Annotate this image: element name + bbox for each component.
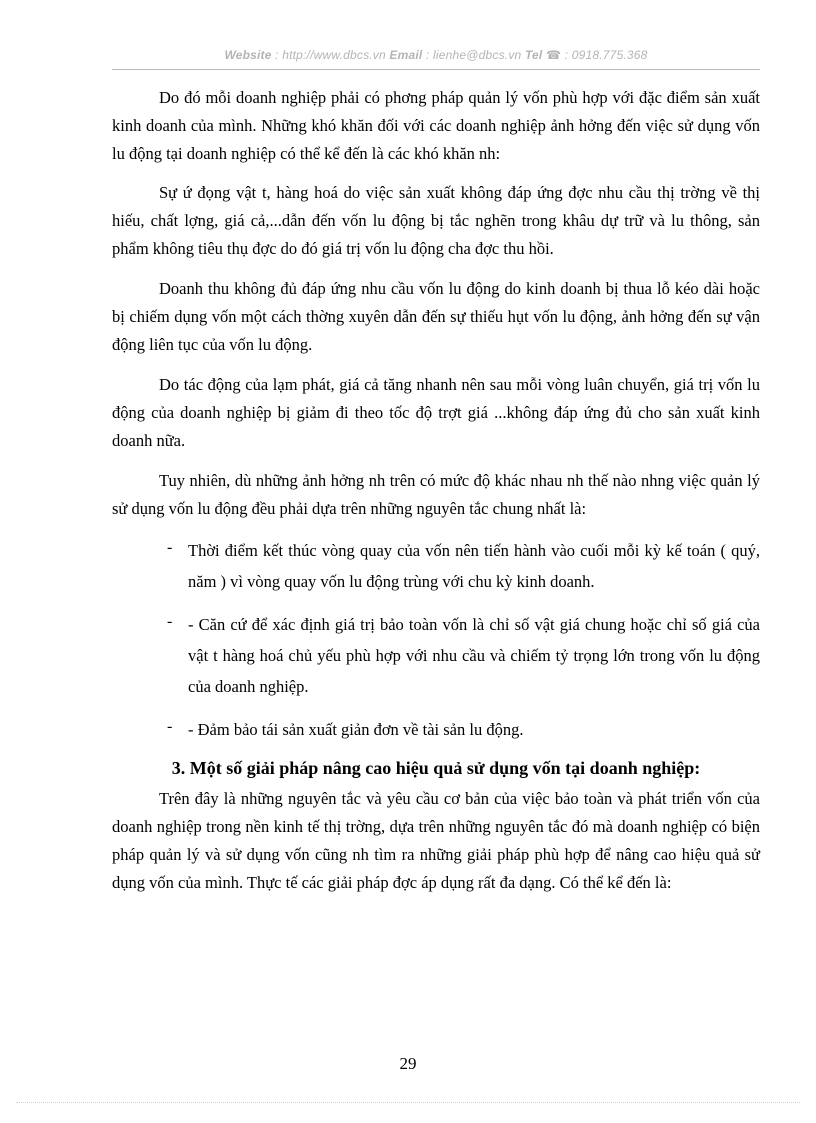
bullet-marker: -: [167, 613, 173, 630]
page-header: [112, 48, 760, 62]
principles-list: [112, 535, 760, 745]
closing-paragraph: Trên đây là những nguyên tắc và yêu cầu cơ bản của việc bảo toàn và phát triển vốn của doanh nghiệp trong nền kinh tế thị trờng, dựa trên những nguyên tắc đó mà doanh nghiệp có biện pháp quản lý và sử dụng vốn cũng nh tìm ra những giải pháp phù hợp để nâng cao hiệu quả sử dụng vốn của mình. Thực tế các giải pháp đợc áp dụng rất đa dạng. Có thể kể đến là:: [112, 789, 760, 892]
bullet-marker: -: [167, 718, 173, 735]
list-item: [112, 714, 760, 745]
paragraph-3: Doanh thu không đủ đáp ứng nhu cầu vốn lu động do kinh doanh bị thua lỗ kéo dài hoặc bị chiếm dụng vốn một cách thờng xuyên dẫn đến sự thiếu hụt vốn lu động, ảnh hởng đến sự vận động liên tục của vốn lu động.: [112, 279, 760, 354]
tel-value: ☎ : 0918.775.368: [542, 48, 648, 62]
paragraph-4: Do tác động của lạm phát, giá cả tăng nhanh nên sau mỗi vòng luân chuyển, giá trị vốn lu động của doanh nghiệp bị giảm đi theo tốc độ trợt giá ...không đáp ứng đủ cho sản xuất kinh doanh nữa.: [112, 375, 760, 450]
list-item-text: - Đảm bảo tái sản xuất giản đơn về tài sản lu động.: [188, 720, 524, 739]
list-item: [112, 609, 760, 702]
paragraph-1: Do đó mỗi doanh nghiệp phải có phơng pháp quản lý vốn phù hợp với đặc điểm sản xuất kinh doanh của mình. Những khó khăn đối với các doanh nghiệp ảnh hởng đến việc sử dụng vốn lu động tại doanh nghiệp có thể kể đến là các khó khăn nh:: [112, 88, 760, 163]
footer-divider: [16, 1102, 800, 1103]
website-label: Website: [224, 48, 272, 62]
bullet-marker: -: [167, 539, 173, 556]
list-item-text: - Căn cứ để xác định giá trị bảo toàn vốn là chỉ số vật giá chung hoặc chỉ số giá của vật t hàng hoá chủ yếu phù hợp với nhu cầu và chiếm tỷ trọng lớn trong vốn lu động của doanh nghiệp.: [188, 615, 760, 696]
list-item: [112, 535, 760, 597]
email-label: Email: [389, 48, 423, 62]
tel-label: Tel: [524, 48, 543, 62]
paragraph-2: Sự ứ đọng vật t, hàng hoá do việc sản xuất không đáp ứng đợc nhu cầu thị trờng về thị hiếu, chất lợng, giá cả,...dẫn đến vốn lu động bị tắc nghẽn trong khâu dự trữ và lu thông, sản phẩm không tiêu thụ đợc do đó giá trị vốn lu động cha đợc thu hồi.: [112, 183, 760, 258]
document-body: [112, 84, 760, 908]
section-heading: 3. Một số giải pháp nâng cao hiệu quả sử dụng vốn tại doanh nghiệp:: [171, 758, 701, 778]
page-number: 29: [399, 1054, 417, 1073]
email-value: : lienhe@dbcs.vn: [422, 48, 525, 62]
paragraph-5: Tuy nhiên, dù những ảnh hởng nh trên có mức độ khác nhau nh thế nào nhng việc quản lý sử dụng vốn lu động đều phải dựa trên những nguyên tắc chung nhất là:: [112, 471, 760, 518]
list-item-text: Thời điểm kết thúc vòng quay của vốn nên tiến hành vào cuối mỗi kỳ kế toán ( quý, năm ) vì vòng quay vốn lu động trùng với chu kỳ kinh doanh.: [188, 541, 760, 591]
header-divider: [112, 69, 760, 70]
website-value: : http://www.dbcs.vn: [271, 48, 390, 62]
